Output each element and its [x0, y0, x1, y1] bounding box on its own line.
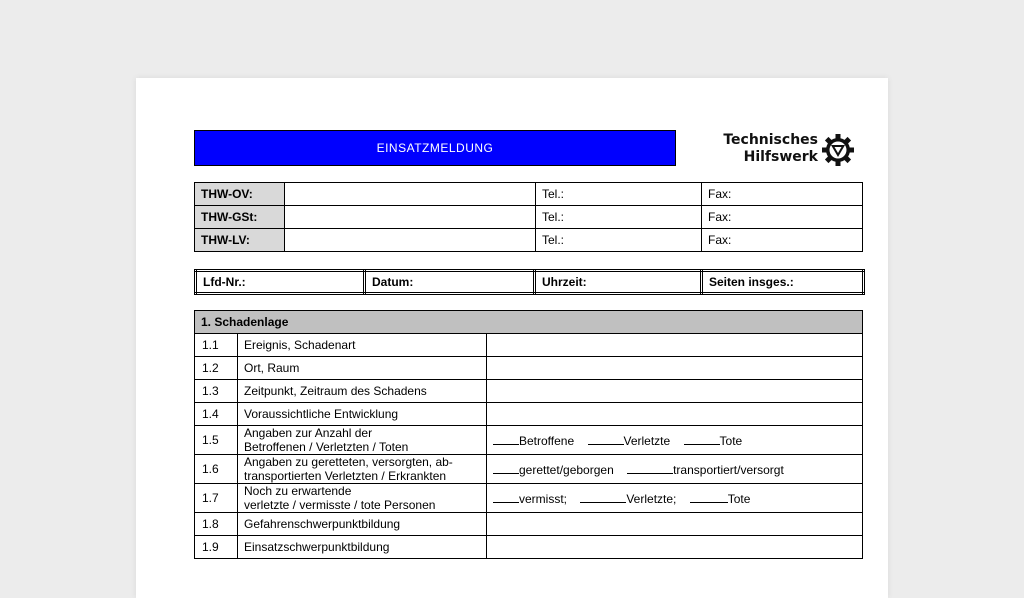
row-label: Zeitpunkt, Zeitraum des Schadens [238, 380, 487, 403]
row-label: THW-OV: [195, 183, 285, 206]
row-label: Voraussichtliche Entwicklung [238, 403, 487, 426]
value-field[interactable] [487, 380, 863, 403]
table-row [195, 403, 863, 426]
row-label: Gefahrenschwerpunktbildung [238, 513, 487, 536]
blank-line[interactable] [588, 433, 624, 445]
gst-value-field[interactable] [285, 206, 536, 229]
row-label-line-2: Betroffenen / Verletzten / Toten [244, 440, 409, 454]
thw-gear-icon [820, 132, 856, 168]
row-number: 1.3 [195, 380, 238, 403]
row-number: 1.6 [195, 455, 238, 484]
value-field[interactable] [487, 403, 863, 426]
field-label: Verletzte; [626, 491, 677, 506]
value-field[interactable] [487, 536, 863, 559]
table-row [195, 513, 863, 536]
blank-line[interactable] [493, 433, 519, 445]
field-label: Betroffene [519, 433, 575, 448]
row-label-line-1: Noch zu erwartende [244, 484, 352, 498]
table-row [195, 357, 863, 380]
meta-table [194, 269, 865, 295]
value-field[interactable] [487, 513, 863, 536]
section-title: 1. Schadenlage [195, 311, 863, 334]
ov-value-field[interactable] [285, 183, 536, 206]
table-row [195, 536, 863, 559]
row-number: 1.1 [195, 334, 238, 357]
table-row [195, 426, 863, 455]
lfd-nr-field[interactable]: Lfd-Nr.: [196, 271, 365, 294]
field-label: Tote [727, 491, 751, 506]
section-header-row [195, 311, 863, 334]
table-row [195, 455, 863, 484]
row-label: THW-LV: [195, 229, 285, 252]
thw-logo [708, 130, 858, 170]
field-label: transportiert/versorgt [673, 462, 784, 477]
datum-field[interactable]: Datum: [365, 271, 535, 294]
row-label-line-1: Angaben zur Anzahl der [244, 426, 373, 440]
fax-field[interactable]: Fax: [702, 183, 863, 206]
row-label [238, 484, 487, 513]
tel-field[interactable]: Tel.: [536, 206, 702, 229]
row-label-line-2: verletzte / vermisste / tote Personen [244, 498, 436, 512]
field-label: Tote [719, 433, 743, 448]
count-fields[interactable] [487, 484, 863, 513]
blank-line[interactable] [580, 491, 626, 503]
lv-value-field[interactable] [285, 229, 536, 252]
table-row [195, 229, 863, 252]
contact-table [194, 182, 863, 252]
field-label: Verletzte [623, 433, 671, 448]
row-label [238, 426, 487, 455]
table-row [195, 380, 863, 403]
seiten-field[interactable]: Seiten insges.: [702, 271, 864, 294]
row-label: Ort, Raum [238, 357, 487, 380]
fax-field[interactable]: Fax: [702, 229, 863, 252]
table-row [195, 183, 863, 206]
value-field[interactable] [487, 357, 863, 380]
schadenlage-table [194, 310, 863, 559]
table-row [195, 334, 863, 357]
form-title-bar [194, 130, 676, 166]
blank-line[interactable] [684, 433, 720, 445]
row-label: Einsatzschwerpunktbildung [238, 536, 487, 559]
logo-line-1: Technisches [723, 132, 818, 148]
count-fields[interactable] [487, 426, 863, 455]
row-number: 1.5 [195, 426, 238, 455]
blank-line[interactable] [493, 491, 519, 503]
value-field[interactable] [487, 334, 863, 357]
table-row [195, 206, 863, 229]
row-label-line-1: Angaben zu geretteten, versorgten, ab- [244, 455, 453, 469]
logo-text [708, 132, 818, 166]
table-row [196, 271, 864, 294]
table-row [195, 484, 863, 513]
count-fields[interactable] [487, 455, 863, 484]
row-number: 1.8 [195, 513, 238, 536]
tel-field[interactable]: Tel.: [536, 229, 702, 252]
document-page [136, 78, 888, 598]
uhrzeit-field[interactable]: Uhrzeit: [535, 271, 702, 294]
tel-field[interactable]: Tel.: [536, 183, 702, 206]
row-number: 1.2 [195, 357, 238, 380]
blank-line[interactable] [627, 462, 673, 474]
field-label: gerettet/geborgen [519, 462, 614, 477]
form-title: EINSATZMELDUNG [376, 141, 494, 155]
row-label: Ereignis, Schadenart [238, 334, 487, 357]
blank-line[interactable] [690, 491, 728, 503]
row-number: 1.9 [195, 536, 238, 559]
field-label: vermisst; [519, 491, 567, 506]
blank-line[interactable] [493, 462, 519, 474]
logo-line-2: Hilfswerk [743, 149, 818, 165]
row-number: 1.4 [195, 403, 238, 426]
row-label: THW-GSt: [195, 206, 285, 229]
row-label [238, 455, 487, 484]
row-number: 1.7 [195, 484, 238, 513]
fax-field[interactable]: Fax: [702, 206, 863, 229]
row-label-line-2: transportierten Verletzten / Erkrankten [244, 469, 447, 483]
